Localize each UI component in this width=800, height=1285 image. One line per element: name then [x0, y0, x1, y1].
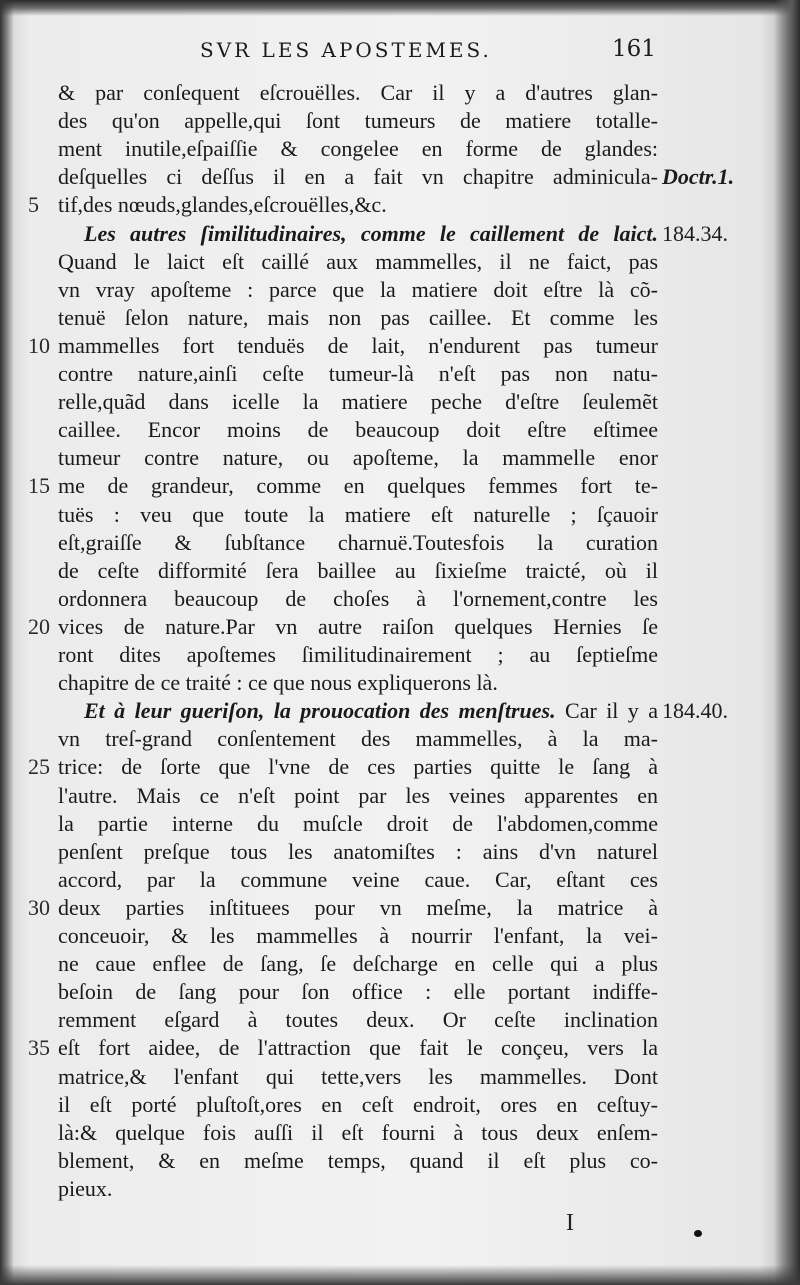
ink-blot [694, 1230, 702, 1237]
text-line: vices de nature.Par vn autre raiſon quelques Hernies ſe [58, 613, 658, 639]
text-line: ne caue enflee de ſang, ſe deſcharge en celle qui a plus [58, 951, 658, 977]
line-number: 15 [28, 473, 50, 499]
text-line: caillee. Encor moins de beaucoup doit eſtre eſtimee [58, 417, 658, 443]
text-line: des qu'on appelle,qui ſont tumeurs de matiere totalle- [58, 108, 658, 134]
text-line: de ceſte difformité ſera baillee au ſixieſme traicté, où il [58, 557, 658, 583]
text-line: tumeur contre nature, ou apoſteme, la mammelle enor [58, 445, 658, 471]
margin-note: 184.40. [662, 698, 728, 724]
signature-mark: I [566, 1210, 574, 1236]
text-line: Les autres ſimilitudinaires, comme le caillement de laict. [84, 220, 658, 246]
text-line: la partie interne du muſcle droit de l'abdomen,comme [58, 810, 658, 836]
text-line: là:& quelque fois auſſi il eſt fourni à tous deux enſem- [58, 1119, 658, 1145]
margin-note: 184.34. [662, 220, 728, 246]
text-line: conceuoir, & les mammelles à nourrir l'enfant, la vei- [58, 923, 658, 948]
text-line: beſoin de ſang pour ſon office : elle portant indiffe- [58, 979, 658, 1005]
line-number: 20 [28, 613, 50, 639]
text-line: contre nature,ainſi ceſte tumeur-là n'eſt pas non natu- [58, 361, 658, 386]
italic-rubric: Et à leur gueriſon, la prouocation des menſtrues. [84, 698, 556, 724]
text-line: mammelles fort tenduës de lait, n'endurent pas tumeur [58, 332, 658, 358]
text-line: chapitre de ce traité : ce que nous expliquerons là. [58, 670, 498, 696]
text-line: tif,des nœuds,glandes,eſcrouëlles,&c. [58, 192, 387, 218]
text-line: vn vray apoſteme : parce que la matiere doit eſtre là cõ- [58, 276, 658, 302]
text-line: tuës : veu que toute la matiere eſt naturelle ; ſçauoir [58, 501, 658, 527]
text-line: me de grandeur, comme en quelques femmes fort te- [58, 473, 658, 499]
line-number: 10 [28, 332, 50, 358]
text-line: l'autre. Mais ce n'eſt point par les veines apparentes en [58, 782, 658, 808]
text-line: deſquelles ci deſſus il en a fait vn chapitre adminicula- [58, 164, 658, 190]
text-line: remment eſgard à toutes deux. Or ceſte inclination [58, 1007, 658, 1033]
text-line: accord, par la commune veine caue. Car, eſtant ces [58, 866, 658, 892]
text-line: trice: de ſorte que l'vne de ces parties quitte le ſang à [58, 754, 658, 780]
text-line: eſt,graiſſe & ſubſtance charnuë.Toutesfois la curation [58, 529, 658, 555]
text-line: & par conſequent eſcrouëlles. Car il y a d'autres glan- [58, 80, 658, 105]
text-line: penſent preſque tous les anatomiſtes : ains d'vn naturel [58, 838, 658, 864]
line-number: 30 [28, 894, 50, 920]
running-title: SVR LES APOSTEMES. [200, 38, 492, 62]
page-bottom-shadow [0, 1265, 800, 1285]
text-line [58, 696, 658, 726]
page-top-shadow [0, 0, 800, 16]
line-number: 5 [28, 192, 39, 218]
page-left-shadow [0, 0, 14, 1285]
line-number: 35 [28, 1035, 50, 1061]
text-line: matrice,& l'enfant qui tette,vers les mammelles. Dont [58, 1063, 658, 1089]
text-line: blement, & en meſme temps, quand il eſt plus co- [58, 1147, 658, 1173]
text-line: eſt fort aidee, de l'attraction que fait le conçeu, vers la [58, 1035, 658, 1061]
margin-note: Doctr.1. [662, 164, 735, 190]
text-line: ordonnera beaucoup de choſes à l'ornement,contre les [58, 585, 658, 611]
text-line: pieux. [58, 1175, 113, 1201]
text-line: ment inutile,eſpaiſſie & congelee en forme de glandes: [58, 136, 658, 162]
text-line: tenuë ſelon nature, mais non pas caillee. Et comme les [58, 304, 658, 330]
page-gutter-shadow [774, 0, 800, 1285]
text-line: deux parties inſtituees pour vn meſme, la matrice à [58, 894, 658, 920]
text-line: ront dites apoſtemes ſimilitudinairement ; au ſeptieſme [58, 642, 658, 667]
text-line: Quand le laict eſt caillé aux mammelles, il ne faict, pas [58, 248, 658, 274]
text-line: vn treſ-grand conſentement des mammelles, à la ma- [58, 726, 658, 752]
text-line: relle,quãd dans icelle la matiere peche d'eſtre ſeulemẽt [58, 389, 658, 415]
line-number: 25 [28, 754, 50, 780]
page-number: 161 [612, 36, 656, 62]
text-line: il eſt porté pluſtoſt,ores en ceſt endroit, ores en ceſtuy- [58, 1091, 658, 1117]
line-continuation: Car il y a [555, 698, 658, 724]
